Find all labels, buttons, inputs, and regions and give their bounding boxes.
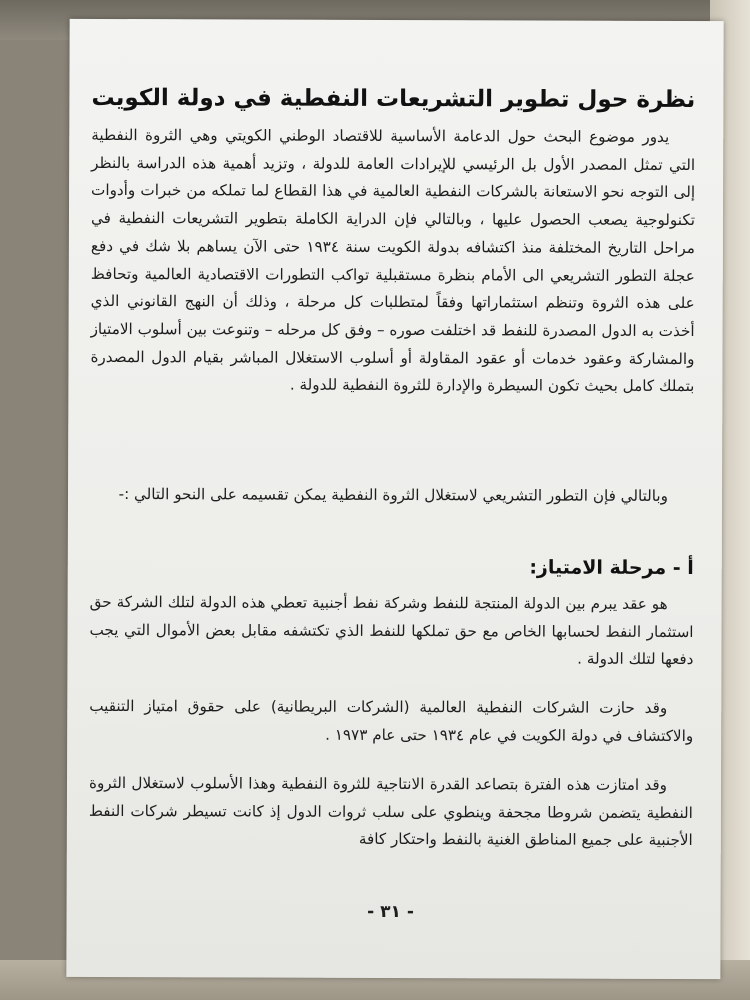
transition-paragraph: وبالتالي فإن التطور التشريعي لاستغلال الثروة النفطية يمكن تقسيمه على النحو التالي :- — [118, 485, 669, 505]
concession-definition-paragraph: هو عقد يبرم بين الدولة المنتجة للنفط وشركة نفط أجنبية تعطي هذه الدولة لتلك الشركة حق استثمار النفط لحسابها الخاص مع حق تملكها للنفط الذي تكتشفه مقابل بعض الأموال التي يجب دفعها لتلك الدولة . — [89, 592, 694, 669]
book-page — [66, 19, 723, 979]
page-content — [88, 19, 695, 979]
concession-history-paragraph: وقد حازت الشركات النفطية العالمية (الشركات البريطانية) على حقوق امتياز التنقيب والاكتشاف في دولة الكويت في عام ١٩٣٤ حتى عام ١٩٧٣ . — [89, 696, 694, 745]
page-number: - ٣١ - — [367, 901, 414, 923]
page-title: نظرة حول تطوير التشريعات النفطية في دولة الكويت — [91, 84, 696, 114]
concession-period-paragraph: وقد امتازت هذه الفترة بتصاعد القدرة الانتاجية للثروة النفطية وهذا الأسلوب لاستغلال الثروة النفطية يتضمن شروطا مجحفة وينطوي على سلب ثروات الدول إذ كانت تسيطر شركات النفط الأجنبية على جميع المناطق الغنية بالنفط واحتكار كافة — [88, 773, 693, 850]
section-heading: أ - مرحلة الامتياز: — [529, 556, 694, 580]
intro-paragraph: يدور موضوع البحث حول الدعامة الأساسية للاقتصاد الوطني الكويتي وهي الثروة النفطية التي تمثل المصدر الأول بل الرئيسي للإيرادات العامة للدولة ، وتزيد أهمية هذه الدراسة بالنظر إلى التوجه نحو الاستعانة بالشركات النفطية العالمية في هذا القطاع لما تملكه من خبرات وأدوات تكنولوجية يصعب الحصول عليها ، وبالتالي فإن الدراية الكاملة بتطوير التشريعات النفطية في مراحل التاريخ المختلفة منذ اكتشافه بدولة الكويت سنة ١٩٣٤ حتى الآن يساهم بلا شك في دفع عجلة التطور التشريعي الى الأمام بنظرة مستقبلية تواكب التطورات الاقتصادية العالمية وتحافظ على هذه الثروة وتنظم استثماراتها وفقاً لمتطلبات كل مرحلة ، وذلك أن النهج القانوني الذي أخذت به الدول المصدرة للنفط قد اختلفت صوره – وفق كل مرحله – وتنوعت بين أسلوب الامتياز والمشاركة وعقود خدمات أو عقود المقاولة أو أسلوب الاستغلال المباشر بقيام الدول المصدرة بتملك كامل بحيث تكون السيطرة والإدارة للثروة النفطية للدولة . — [90, 125, 696, 396]
